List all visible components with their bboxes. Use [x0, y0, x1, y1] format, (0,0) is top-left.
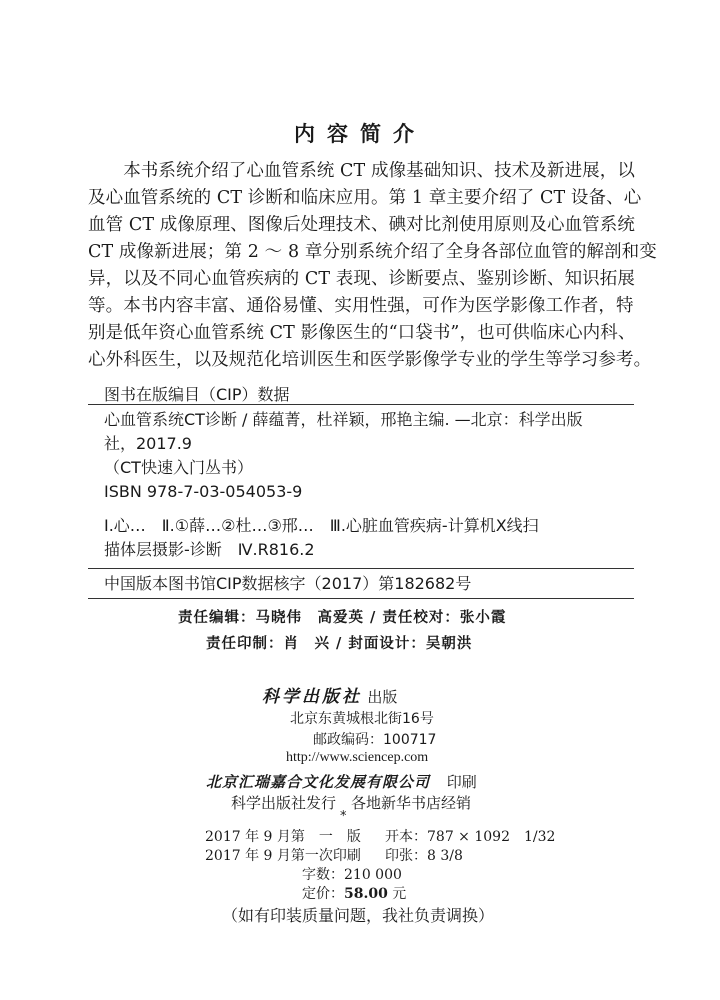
cip-record-line: 心血管系统CT诊断 / 薛蕴菁，杜祥颖，邢艳主编. —北京：科学出版	[104, 410, 583, 429]
cip-record-line: ISBN 978-7-03-054053-9	[104, 482, 303, 501]
cip-heading: 图书在版编目（CIP）数据	[104, 385, 290, 404]
summary-line: 本书系统介绍了心血管系统 CT 成像基础知识、技术及新进展，以	[88, 161, 635, 181]
publisher-address: 北京东黄城根北街16号	[290, 711, 434, 727]
price	[302, 883, 406, 903]
cip-verification: 中国版本图书馆CIP数据核字（2017）第182682号	[104, 574, 472, 593]
cip-top-rule	[88, 404, 634, 405]
summary-line: 异，以及不同心血管疾病的 CT 表现、诊断要点、鉴别诊断、知识拓展	[88, 269, 635, 289]
publisher-url: http://www.sciencep.com	[286, 750, 429, 765]
cip-bottom-rule	[88, 598, 634, 599]
summary-body	[88, 158, 657, 374]
distribution: 科学出版社发行 各地新华书店经销	[231, 794, 472, 812]
printer-suffix: 印刷	[446, 773, 477, 791]
price-label: 定价：	[302, 886, 344, 902]
separator: *	[340, 809, 347, 824]
cip-record-line: 社，2017.9	[104, 434, 192, 453]
staff-production: 责任印制：肖 兴 / 封面设计：吴朝洪	[206, 635, 473, 652]
summary-line: 心外科医生，以及规范化培训医生和医学影像学专业的学生等学习参考。	[88, 350, 652, 370]
publisher-postcode: 邮政编码：100717	[313, 732, 437, 748]
format-info: 开本：787 × 1092 1/32	[385, 829, 556, 845]
edition-info: 2017 年 9 月第 一 版	[205, 829, 361, 845]
printer-name: 北京汇瑞嘉合文化发展有限公司	[206, 773, 431, 791]
publisher-suffix: 出版	[367, 688, 398, 706]
cip-mid-rule	[88, 568, 634, 569]
summary-line: 等。本书内容丰富、通俗易懂、实用性强，可作为医学影像工作者，特	[88, 296, 634, 316]
printer-line	[206, 771, 477, 792]
printing-info: 2017 年 9 月第一次印刷	[205, 848, 361, 864]
cip-verification-wrap	[104, 572, 471, 596]
publisher-line	[262, 682, 397, 707]
page-title: 内容简介	[294, 122, 426, 146]
sheets-info: 印张：8 3/8	[385, 848, 463, 864]
summary-line: 血管 CT 成像原理、图像后处理技术、碘对比剂使用原则及心血管系统	[88, 215, 635, 235]
cip-record-line: （CT快速入门丛书）	[104, 458, 253, 477]
summary-line: 及心血管系统的 CT 诊断和临床应用。第 1 章主要介绍了 CT 设备、心	[88, 188, 642, 208]
price-unit: 元	[392, 886, 407, 902]
wordcount: 字数：210 000	[302, 867, 402, 883]
quality-notice: （如有印装质量问题，我社负责调换）	[222, 906, 495, 925]
summary-line: CT 成像新进展；第 2 ～ 8 章分别系统介绍了全身各部位血管的解剖和变	[88, 242, 657, 262]
publisher-name: 科学出版社	[262, 687, 362, 707]
cip-classification	[104, 514, 539, 562]
cip-record	[104, 408, 583, 504]
staff-editors: 责任编辑：马晓伟 高爱英 / 责任校对：张小霞	[178, 609, 507, 626]
price-value: 58.00	[344, 886, 388, 902]
cip-classification-line: Ⅰ.心… Ⅱ.①薛…②杜…③邢… Ⅲ.心脏血管疾病-计算机X线扫	[104, 516, 539, 535]
cip-classification-line: 描体层摄影-诊断 Ⅳ.R816.2	[104, 540, 315, 559]
summary-line: 别是低年资心血管系统 CT 影像医生的“口袋书”，也可供临床心内科、	[88, 323, 636, 343]
